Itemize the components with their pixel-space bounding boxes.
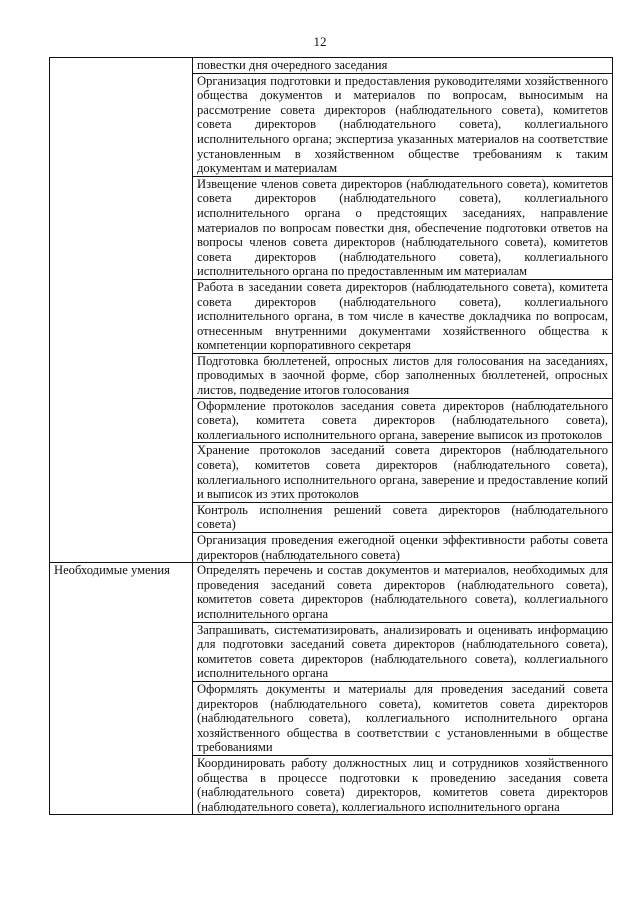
table-cell-left-empty <box>50 58 193 563</box>
table-cell: Извещение членов совета директоров (наблюдательного совета), комитетов совета директоров (наблюдательного совета), коллегиального исполнительного органа о предстоящих заседаниях, направление материалов по вопросам повестки дня, обеспечение подготовки ответов на вопросы членов совета директоров (наблюдательного совета), комитетов совета директоров (наблюдательного совета), коллегиального исполнительного органа по предоставленным им материалам <box>193 176 613 279</box>
table-cell: Определять перечень и состав документов и материалов, необходимых для проведения заседаний совета директоров (наблюдательного совета), комитетов совета директоров (наблюдательного совета), коллегиального исполнительного органа <box>193 563 613 622</box>
table-row <box>50 563 613 622</box>
skills-label: Необходимые умения <box>54 563 170 578</box>
table-cell: Организация проведения ежегодной оценки эффективности работы совета директоров (наблюдательного совета) <box>193 533 613 563</box>
requirements-table <box>49 57 613 815</box>
table-cell: Хранение протоколов заседаний совета директоров (наблюдательного совета), комитетов совета директоров (наблюдательного совета), коллегиального исполнительного органа, заверение и предоставление копий и выписок из этих протоколов <box>193 443 613 502</box>
page-number: 12 <box>313 34 327 49</box>
table-cell: Подготовка бюллетеней, опросных листов для голосования на заседаниях, проводимых в заочной форме, сбор заполненных бюллетеней, опросных листов, подведение итогов голосования <box>193 353 613 398</box>
table-cell: Работа в заседании совета директоров (наблюдательного совета), комитета совета директоров (наблюдательного совета), коллегиального исполнительного органа, в том числе в качестве докладчика по вопросам, отнесенным внутренними документами хозяйственного общества к компетенции корпоративного секретаря <box>193 279 613 353</box>
table-cell: Координировать работу должностных лиц и сотрудников хозяйственного общества в процессе подготовки к проведению заседания совета (наблюдательного совета) директоров, комитетов совета директоров (наблюдательного совета), коллегиального исполнительного органа <box>193 755 613 814</box>
table-row <box>50 58 613 74</box>
table-cell: повестки дня очередного заседания <box>193 58 613 74</box>
table-cell: Контроль исполнения решений совета директоров (наблюдательного совета) <box>193 502 613 532</box>
table-cell: Оформлять документы и материалы для проведения заседаний совета директоров (наблюдательного совета), комитетов совета директоров (наблюдательного совета), коллегиального исполнительного органа хозяйственного общества в соответствии с установленными в обществе требованиями <box>193 681 613 755</box>
table-cell: Запрашивать, систематизировать, анализировать и оценивать информацию для подготовки заседаний совета директоров (наблюдательного совета), комитетов совета директоров (наблюдательного совета), коллегиального исполнительного органа <box>193 622 613 681</box>
table-cell: Оформление протоколов заседания совета директоров (наблюдательного совета), комитета совета директоров (наблюдательного совета), коллегиального исполнительного органа, заверение выписок из протоколов <box>193 398 613 443</box>
skills-label-cell <box>50 563 193 815</box>
table-cell: Организация подготовки и предоставления руководителями хозяйственного общества документов и материалов по вопросам, выносимым на рассмотрение совета директоров (наблюдательного совета), комитетов совета директоров (наблюдательного совета), коллегиального исполнительного органа; экспертиза указанных материалов на соответствие установленным в хозяйственном обществе требованиям к таким документам и материалам <box>193 73 613 176</box>
